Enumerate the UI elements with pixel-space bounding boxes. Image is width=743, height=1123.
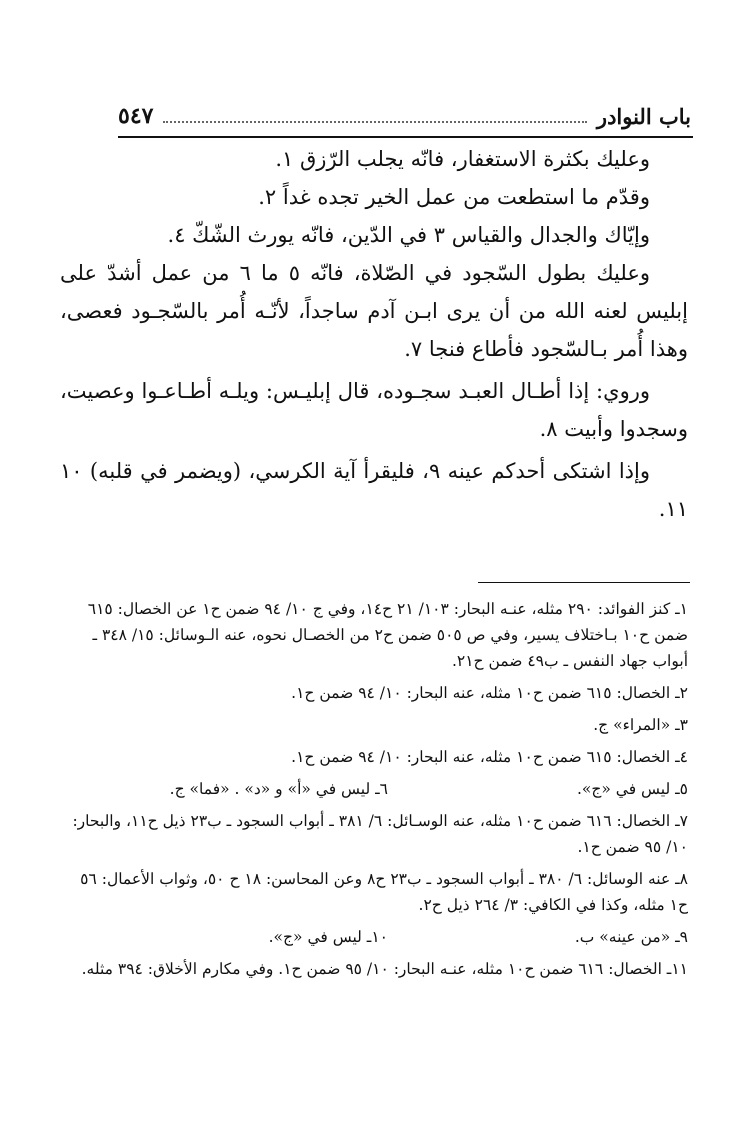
footnote-pair — [60, 776, 688, 802]
footnote-pair — [60, 924, 688, 950]
footnote: ١٠ـ ليس في «ج». — [268, 928, 388, 946]
paragraph: وعليك بطول السّجود في الصّلاة، فانّه ٥ ما ٦ من عمل أشدّ على إبليس لعنه الله من أن يرى ابـن آدم ساجداً، لأنّـه أُمر بالسّجـود فعصى، وهذا أُمر بـالسّجود فأطاع فنجا ٧. — [60, 261, 688, 361]
footnote-separator — [478, 582, 690, 583]
paragraph: وإيّاك والجدال والقياس ٣ في الدّين، فانّه يورث الشّكّ ٤. — [167, 223, 650, 247]
paragraph: وقدّم ما استطعت من عمل الخير تجده غداً ٢. — [258, 185, 650, 209]
footnote: ١ـ كنز الفوائد: ٢٩٠ مثله، عنـه البحار: ١٠٣/ ٢١ ح١٤، وفي ج ١٠/ ٩٤ ضمن ح١ عن الخصال: ٦١٥ ضمن ح١٠ بـاختلاف يسير، وفي ص ٥٠٥ ضمن ح٢ من الخصـال نحوه، عنه الـوسائل: ١٥/ ٣٤٨ ـ أبواب جهاد النفس ـ ب٤٩ ضمن ح٢١. — [87, 600, 688, 670]
footnote: ٧ـ الخصال: ٦١٦ ضمن ح١٠ مثله، عنه الوسـائل: ٦/ ٣٨١ ـ أبواب السجود ـ ب٢٣ ذيل ح١١، والبحار: ١٠/ ٩٥ ضمن ح١. — [72, 812, 688, 856]
footnote: ١١ـ الخصال: ٦١٦ ضمن ح١٠ مثله، عنـه البحار: ١٠/ ٩٥ ضمن ح١. وفي مكارم الأخلاق: ٣٩٤ مثله. — [81, 960, 688, 978]
paragraph: وعليك بكثرة الاستغفار، فانّه يجلب الرّزق ١. — [275, 147, 650, 171]
footnote: ٢ـ الخصال: ٦١٥ ضمن ح١٠ مثله، عنه البحار: ١٠/ ٩٤ ضمن ح١. — [291, 684, 688, 702]
footnote: ٣ـ «المراء» ج. — [593, 716, 688, 734]
paragraph: وروي: إذا أطـال العبـد سجـوده، قال إبليـس: ويلـه أطـاعـوا وعصيت، وسجدوا وأبيت ٨. — [60, 379, 688, 441]
chapter-title: باب النوادر — [596, 103, 691, 129]
footnotes — [60, 596, 688, 988]
paragraph: وإذا اشتكى أحدكم عينه ٩، فليقرأ آية الكرسي، (ويضمر في قلبه) ١٠ ١١. — [60, 459, 688, 521]
footnote: ٩ـ «من عينه» ب. — [574, 928, 688, 946]
header-rule — [118, 136, 693, 138]
footnote: ٨ـ عنه الوسائل: ٦/ ٣٨٠ ـ أبواب السجود ـ ب٢٣ ح٨ وعن المحاسن: ١٨ ح ٥٠، وثواب الأعمال: ٥٦ ح١ مثله، وكذا في الكافي: ٣/ ٢٦٤ ذيل ح٢. — [80, 870, 688, 914]
header-leader-dots — [163, 121, 586, 123]
footnote: ٦ـ ليس في «أ» و «د» . «فما» ج. — [169, 780, 388, 798]
page-number: ٥٤٧ — [118, 103, 154, 129]
footnote: ٥ـ ليس في «ج». — [576, 780, 688, 798]
main-text — [60, 140, 688, 528]
running-header — [118, 100, 691, 132]
footnote: ٤ـ الخصال: ٦١٥ ضمن ح١٠ مثله، عنه البحار: ١٠/ ٩٤ ضمن ح١. — [291, 748, 688, 766]
